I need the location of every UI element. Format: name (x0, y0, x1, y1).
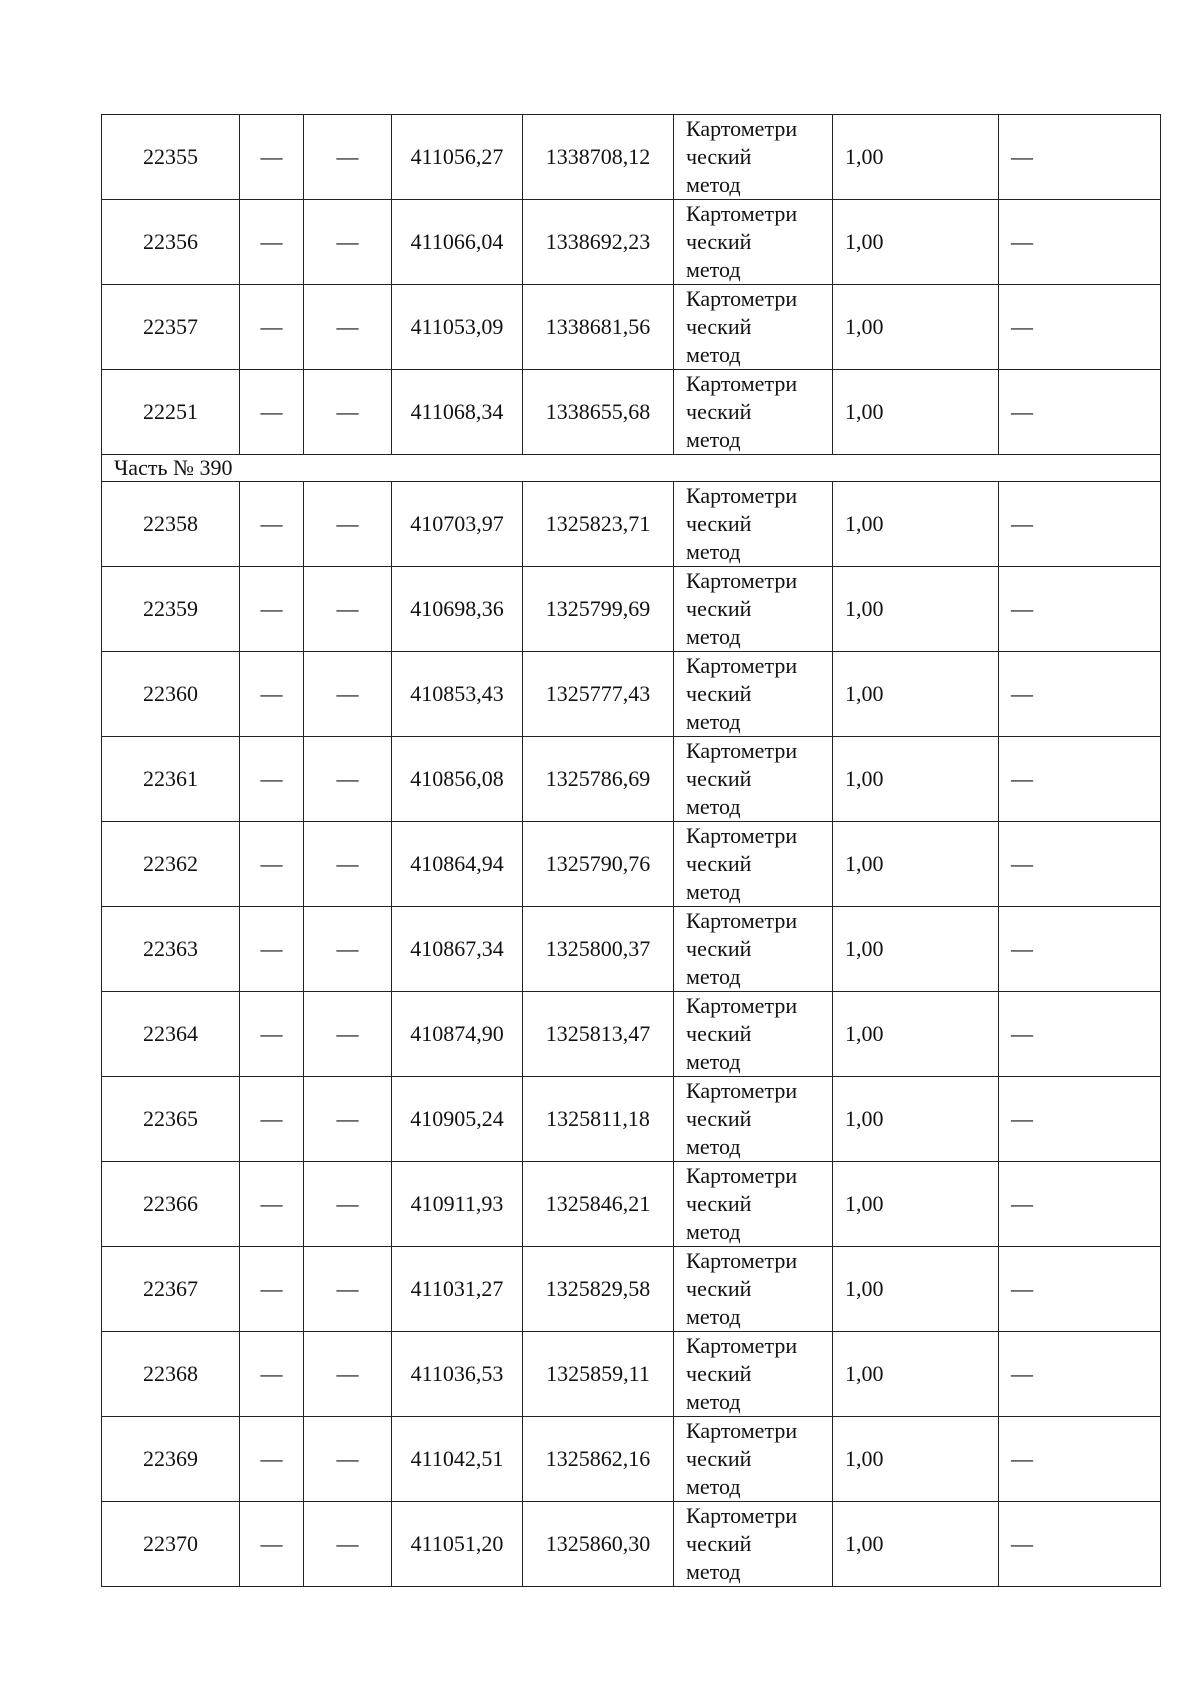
empty-value-cell: — (304, 370, 392, 455)
method-text-line: метод (686, 879, 741, 904)
method-text-line: метод (686, 427, 741, 452)
table-row (102, 1417, 1161, 1502)
empty-value-cell: — (304, 737, 392, 822)
empty-value-cell: — (999, 285, 1161, 370)
x-coordinate-cell: 410698,36 (392, 567, 523, 652)
accuracy-cell: 1,00 (833, 370, 999, 455)
method-cell (674, 1502, 833, 1587)
empty-value-cell: — (999, 200, 1161, 285)
accuracy-cell: 1,00 (833, 1162, 999, 1247)
point-number-cell: 22364 (102, 992, 240, 1077)
empty-value-cell: — (240, 567, 304, 652)
y-coordinate-cell: 1325862,16 (523, 1417, 674, 1502)
empty-value-cell: — (999, 1417, 1161, 1502)
method-cell (674, 482, 833, 567)
x-coordinate-cell: 411042,51 (392, 1417, 523, 1502)
method-text-line: метод (686, 794, 741, 819)
x-coordinate-cell: 410911,93 (392, 1162, 523, 1247)
x-coordinate-cell: 410864,94 (392, 822, 523, 907)
method-cell (674, 1247, 833, 1332)
method-cell (674, 1077, 833, 1162)
method-text-line: метод (686, 1049, 741, 1074)
method-cell (674, 200, 833, 285)
empty-value-cell: — (304, 907, 392, 992)
empty-value-cell: — (240, 822, 304, 907)
method-text-line: ческий (686, 681, 752, 706)
method-cell (674, 285, 833, 370)
method-text-line: Картометри (686, 116, 798, 141)
point-number-cell: 22358 (102, 482, 240, 567)
y-coordinate-cell: 1338692,23 (523, 200, 674, 285)
empty-value-cell: — (999, 1502, 1161, 1587)
method-text-line: метод (686, 1389, 741, 1414)
method-text-line: ческий (686, 399, 752, 424)
accuracy-cell: 1,00 (833, 1332, 999, 1417)
method-cell (674, 737, 833, 822)
table-body (102, 115, 1161, 1587)
table-row (102, 907, 1161, 992)
empty-value-cell: — (240, 907, 304, 992)
y-coordinate-cell: 1325846,21 (523, 1162, 674, 1247)
accuracy-cell: 1,00 (833, 1417, 999, 1502)
y-coordinate-cell: 1325786,69 (523, 737, 674, 822)
point-number-cell: 22361 (102, 737, 240, 822)
x-coordinate-cell: 410856,08 (392, 737, 523, 822)
point-number-cell: 22363 (102, 907, 240, 992)
method-text-line: Картометри (686, 286, 798, 311)
empty-value-cell: — (240, 1077, 304, 1162)
empty-value-cell: — (304, 115, 392, 200)
empty-value-cell: — (304, 1247, 392, 1332)
accuracy-cell: 1,00 (833, 907, 999, 992)
x-coordinate-cell: 411068,34 (392, 370, 523, 455)
method-text-line: метод (686, 709, 741, 734)
x-coordinate-cell: 411066,04 (392, 200, 523, 285)
empty-value-cell: — (304, 1162, 392, 1247)
empty-value-cell: — (240, 1332, 304, 1417)
empty-value-cell: — (999, 992, 1161, 1077)
y-coordinate-cell: 1325790,76 (523, 822, 674, 907)
method-text-line: метод (686, 172, 741, 197)
x-coordinate-cell: 410853,43 (392, 652, 523, 737)
table-row (102, 200, 1161, 285)
x-coordinate-cell: 410867,34 (392, 907, 523, 992)
method-text-line: метод (686, 257, 741, 282)
method-text-line: ческий (686, 1276, 752, 1301)
accuracy-cell: 1,00 (833, 567, 999, 652)
accuracy-cell: 1,00 (833, 1247, 999, 1332)
method-cell (674, 992, 833, 1077)
y-coordinate-cell: 1338655,68 (523, 370, 674, 455)
y-coordinate-cell: 1325860,30 (523, 1502, 674, 1587)
method-text-line: Картометри (686, 1078, 798, 1103)
empty-value-cell: — (304, 822, 392, 907)
table-row (102, 285, 1161, 370)
accuracy-cell: 1,00 (833, 652, 999, 737)
method-text-line: метод (686, 1304, 741, 1329)
method-text-line: Картометри (686, 568, 798, 593)
method-cell (674, 652, 833, 737)
method-text-line: Картометри (686, 201, 798, 226)
y-coordinate-cell: 1325811,18 (523, 1077, 674, 1162)
empty-value-cell: — (240, 737, 304, 822)
table-row (102, 822, 1161, 907)
method-text-line: метод (686, 1134, 741, 1159)
method-text-line: ческий (686, 1531, 752, 1556)
x-coordinate-cell: 411031,27 (392, 1247, 523, 1332)
table-row (102, 1162, 1161, 1247)
method-cell (674, 1332, 833, 1417)
x-coordinate-cell: 410874,90 (392, 992, 523, 1077)
table-row (102, 992, 1161, 1077)
empty-value-cell: — (999, 370, 1161, 455)
method-text-line: Картометри (686, 823, 798, 848)
point-number-cell: 22355 (102, 115, 240, 200)
empty-value-cell: — (240, 482, 304, 567)
method-text-line: метод (686, 342, 741, 367)
method-text-line: ческий (686, 144, 752, 169)
accuracy-cell: 1,00 (833, 1077, 999, 1162)
accuracy-cell: 1,00 (833, 115, 999, 200)
y-coordinate-cell: 1325823,71 (523, 482, 674, 567)
empty-value-cell: — (999, 1332, 1161, 1417)
part-header-row (102, 455, 1161, 482)
empty-value-cell: — (999, 1162, 1161, 1247)
empty-value-cell: — (999, 737, 1161, 822)
method-text-line: Картометри (686, 371, 798, 396)
method-text-line: Картометри (686, 908, 798, 933)
method-text-line: ческий (686, 1106, 752, 1131)
x-coordinate-cell: 410703,97 (392, 482, 523, 567)
method-text-line: Картометри (686, 653, 798, 678)
y-coordinate-cell: 1338681,56 (523, 285, 674, 370)
empty-value-cell: — (240, 1162, 304, 1247)
y-coordinate-cell: 1338708,12 (523, 115, 674, 200)
table-row (102, 1247, 1161, 1332)
method-text-line: метод (686, 1219, 741, 1244)
accuracy-cell: 1,00 (833, 992, 999, 1077)
method-text-line: метод (686, 1559, 741, 1584)
point-number-cell: 22368 (102, 1332, 240, 1417)
empty-value-cell: — (240, 652, 304, 737)
coordinates-table (101, 114, 1161, 1587)
point-number-cell: 22251 (102, 370, 240, 455)
empty-value-cell: — (304, 652, 392, 737)
y-coordinate-cell: 1325777,43 (523, 652, 674, 737)
empty-value-cell: — (304, 1502, 392, 1587)
empty-value-cell: — (304, 992, 392, 1077)
accuracy-cell: 1,00 (833, 200, 999, 285)
method-text-line: ческий (686, 766, 752, 791)
method-cell (674, 907, 833, 992)
table-row (102, 482, 1161, 567)
y-coordinate-cell: 1325813,47 (523, 992, 674, 1077)
method-text-line: Картометри (686, 483, 798, 508)
table-row (102, 1077, 1161, 1162)
method-text-line: Картометри (686, 1503, 798, 1528)
part-label: Часть № 390 (102, 455, 1161, 482)
table-row (102, 1332, 1161, 1417)
empty-value-cell: — (304, 567, 392, 652)
method-text-line: Картометри (686, 1248, 798, 1273)
table-row (102, 567, 1161, 652)
x-coordinate-cell: 411036,53 (392, 1332, 523, 1417)
method-text-line: ческий (686, 1361, 752, 1386)
x-coordinate-cell: 410905,24 (392, 1077, 523, 1162)
empty-value-cell: — (240, 370, 304, 455)
point-number-cell: 22365 (102, 1077, 240, 1162)
empty-value-cell: — (240, 1247, 304, 1332)
method-text-line: метод (686, 624, 741, 649)
method-text-line: ческий (686, 936, 752, 961)
method-text-line: ческий (686, 511, 752, 536)
point-number-cell: 22357 (102, 285, 240, 370)
method-text-line: ческий (686, 1446, 752, 1471)
empty-value-cell: — (304, 285, 392, 370)
method-cell (674, 567, 833, 652)
empty-value-cell: — (999, 822, 1161, 907)
method-cell (674, 1417, 833, 1502)
empty-value-cell: — (999, 1247, 1161, 1332)
accuracy-cell: 1,00 (833, 1502, 999, 1587)
point-number-cell: 22356 (102, 200, 240, 285)
y-coordinate-cell: 1325829,58 (523, 1247, 674, 1332)
y-coordinate-cell: 1325800,37 (523, 907, 674, 992)
method-text-line: ческий (686, 596, 752, 621)
empty-value-cell: — (304, 1332, 392, 1417)
x-coordinate-cell: 411051,20 (392, 1502, 523, 1587)
method-text-line: ческий (686, 314, 752, 339)
point-number-cell: 22369 (102, 1417, 240, 1502)
point-number-cell: 22362 (102, 822, 240, 907)
empty-value-cell: — (304, 1417, 392, 1502)
point-number-cell: 22366 (102, 1162, 240, 1247)
point-number-cell: 22370 (102, 1502, 240, 1587)
empty-value-cell: — (999, 907, 1161, 992)
method-cell (674, 115, 833, 200)
table-row (102, 652, 1161, 737)
empty-value-cell: — (999, 652, 1161, 737)
point-number-cell: 22359 (102, 567, 240, 652)
empty-value-cell: — (240, 285, 304, 370)
point-number-cell: 22367 (102, 1247, 240, 1332)
empty-value-cell: — (304, 482, 392, 567)
table-row (102, 370, 1161, 455)
empty-value-cell: — (240, 1417, 304, 1502)
empty-value-cell: — (240, 200, 304, 285)
x-coordinate-cell: 411053,09 (392, 285, 523, 370)
point-number-cell: 22360 (102, 652, 240, 737)
method-text-line: Картометри (686, 993, 798, 1018)
accuracy-cell: 1,00 (833, 737, 999, 822)
method-cell (674, 1162, 833, 1247)
y-coordinate-cell: 1325799,69 (523, 567, 674, 652)
method-cell (674, 370, 833, 455)
method-text-line: Картометри (686, 1418, 798, 1443)
empty-value-cell: — (999, 1077, 1161, 1162)
accuracy-cell: 1,00 (833, 285, 999, 370)
table-row (102, 1502, 1161, 1587)
method-text-line: ческий (686, 1191, 752, 1216)
method-text-line: ческий (686, 1021, 752, 1046)
method-text-line: метод (686, 1474, 741, 1499)
x-coordinate-cell: 411056,27 (392, 115, 523, 200)
empty-value-cell: — (240, 115, 304, 200)
empty-value-cell: — (999, 567, 1161, 652)
empty-value-cell: — (999, 115, 1161, 200)
table-row (102, 115, 1161, 200)
method-text-line: Картометри (686, 1333, 798, 1358)
method-text-line: Картометри (686, 738, 798, 763)
empty-value-cell: — (240, 1502, 304, 1587)
empty-value-cell: — (999, 482, 1161, 567)
method-cell (674, 822, 833, 907)
method-text-line: метод (686, 539, 741, 564)
method-text-line: Картометри (686, 1163, 798, 1188)
empty-value-cell: — (304, 200, 392, 285)
empty-value-cell: — (240, 992, 304, 1077)
method-text-line: ческий (686, 851, 752, 876)
method-text-line: ческий (686, 229, 752, 254)
method-text-line: метод (686, 964, 741, 989)
table-row (102, 737, 1161, 822)
accuracy-cell: 1,00 (833, 822, 999, 907)
accuracy-cell: 1,00 (833, 482, 999, 567)
y-coordinate-cell: 1325859,11 (523, 1332, 674, 1417)
empty-value-cell: — (304, 1077, 392, 1162)
